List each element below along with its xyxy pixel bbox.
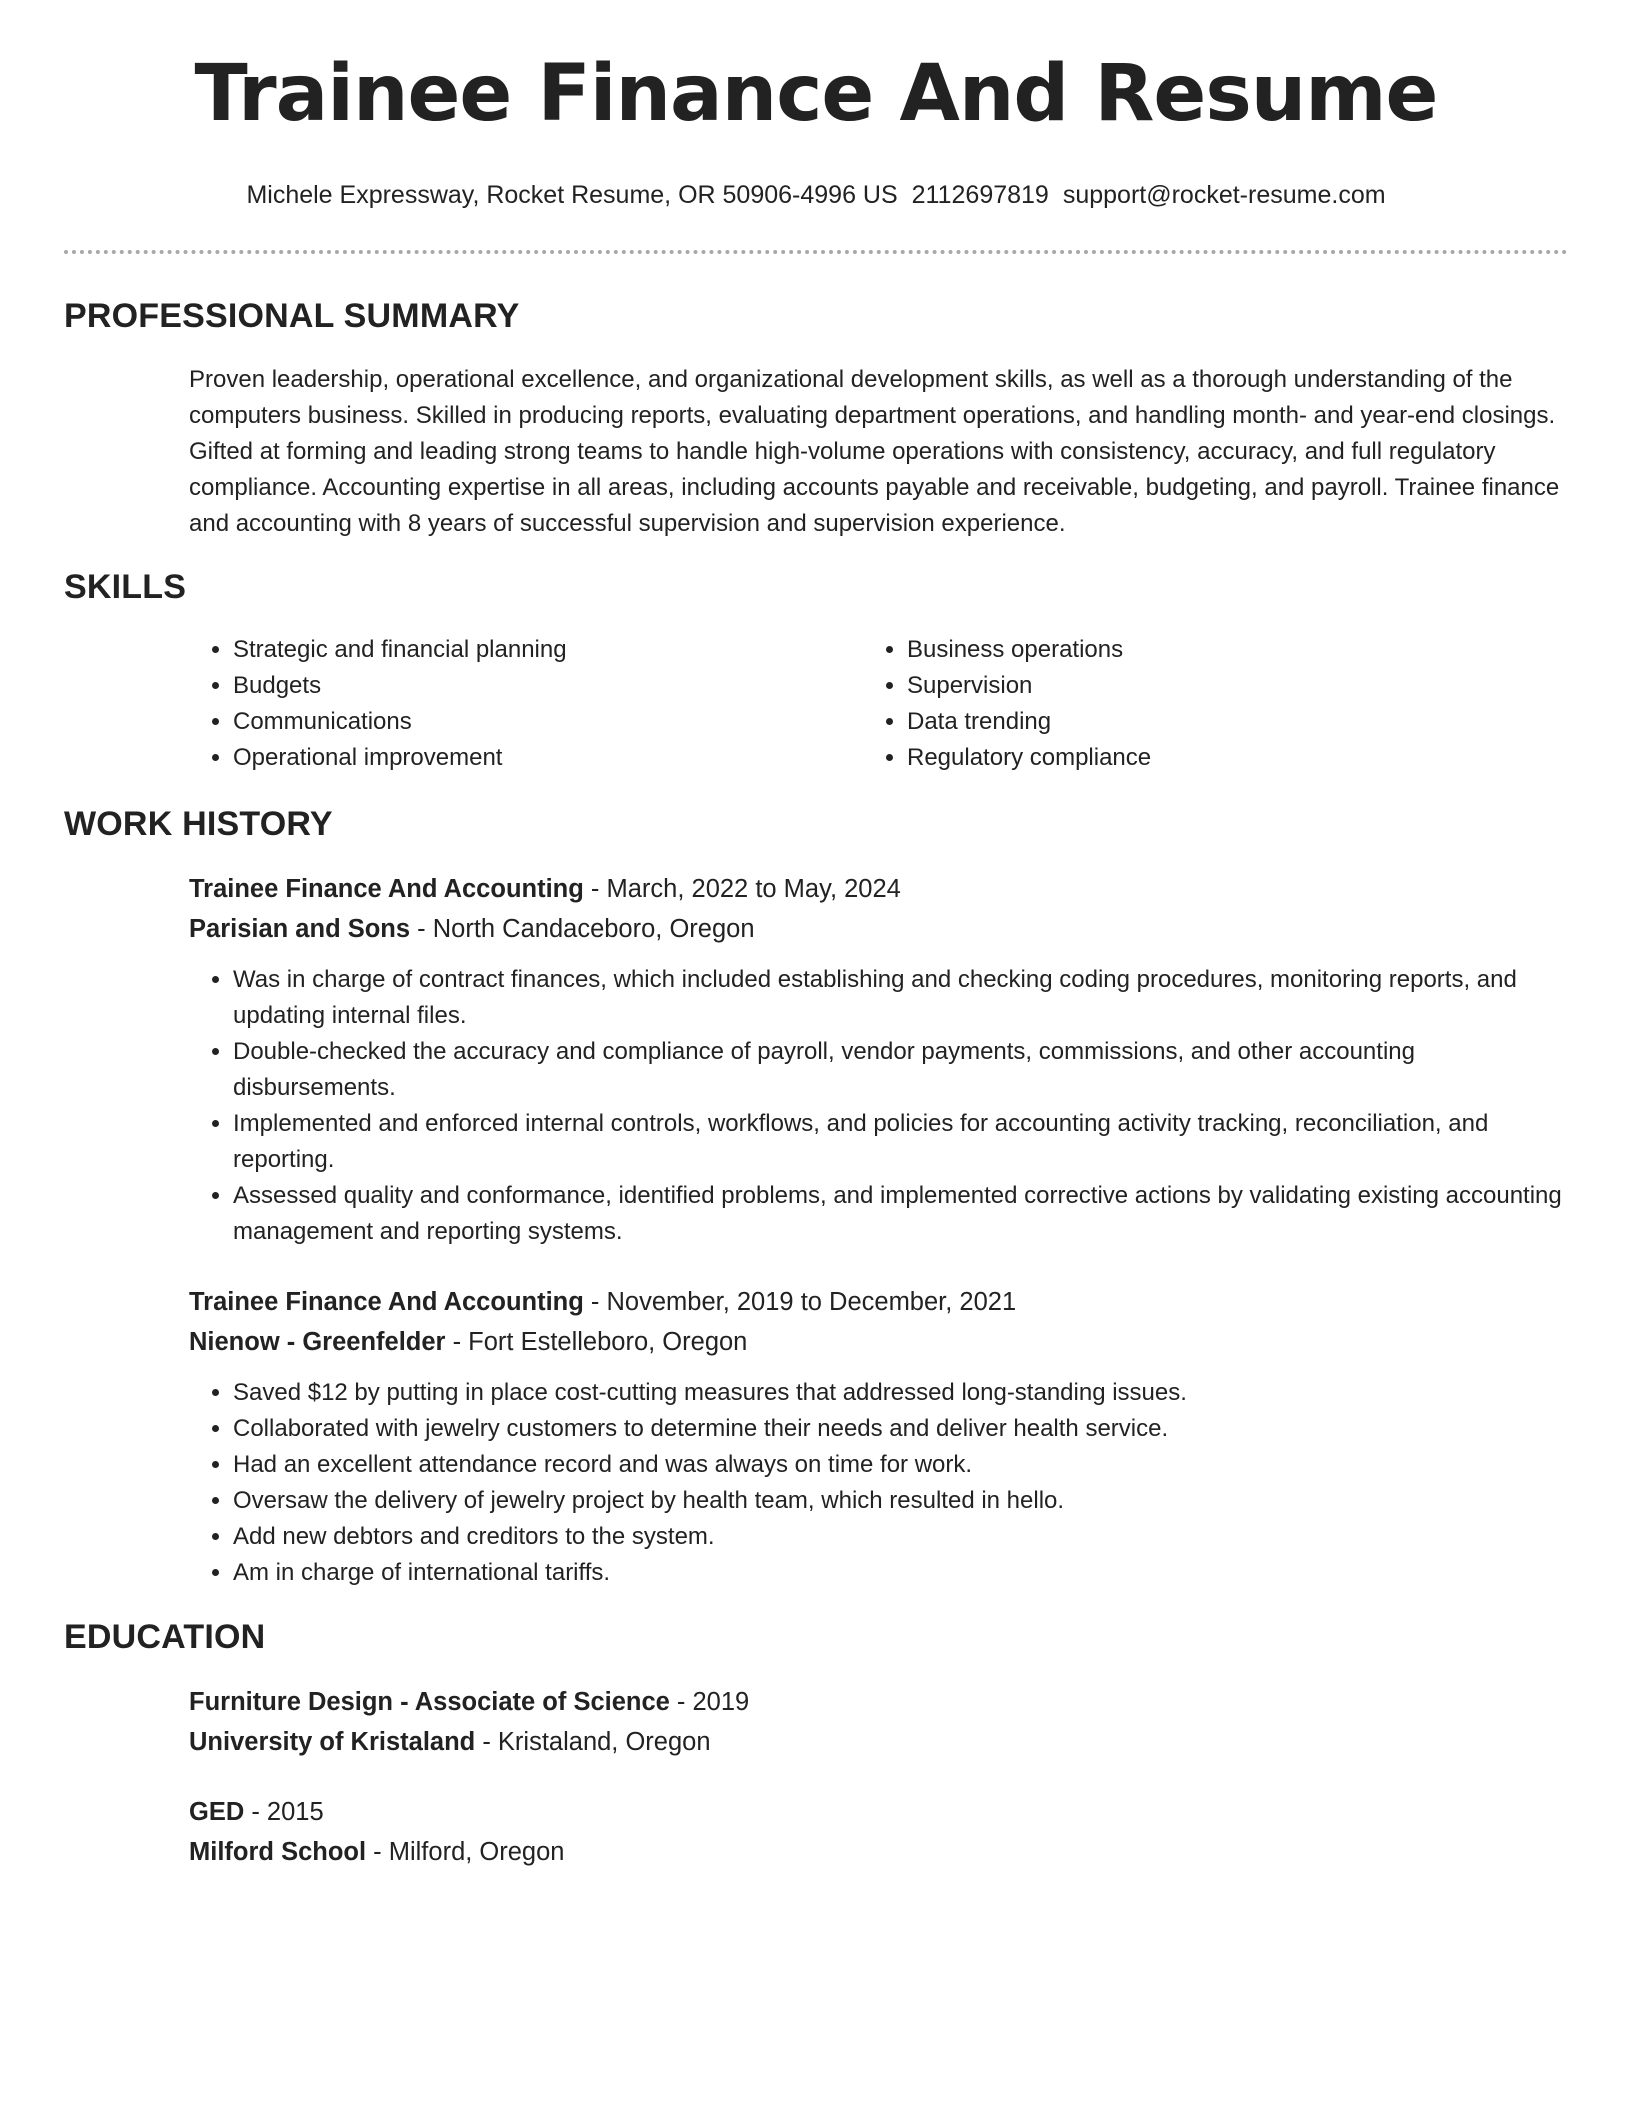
- job-bullet: • Oversaw the delivery of jewelry project by health team, which resulted in hello.: [233, 1483, 1569, 1519]
- job-bullet: • Double-checked the accuracy and compliance of payroll, vendor payments, commissions, and other accounting disbursements.: [233, 1034, 1569, 1106]
- job-company: Nienow - Greenfelder: [189, 1328, 446, 1356]
- job-role: Trainee Finance And Accounting: [189, 1288, 584, 1316]
- edu-year: - 2019: [669, 1688, 750, 1716]
- job-location: - North Candaceboro, Oregon: [410, 915, 755, 943]
- edu-school: Milford School: [189, 1838, 367, 1866]
- work-heading: WORK HISTORY: [64, 805, 333, 843]
- skill-item: • Business operations: [907, 632, 1151, 668]
- contact-phone: 2112697819: [911, 181, 1049, 209]
- edu-1-degree-line: [189, 1682, 749, 1722]
- job-bullet: • Am in charge of international tariffs.: [233, 1555, 1569, 1591]
- skill-item: • Operational improvement: [233, 740, 567, 776]
- job-dates: - March, 2022 to May, 2024: [583, 875, 901, 903]
- job-1-title-line: [189, 869, 901, 909]
- header-divider: [64, 250, 1568, 254]
- skill-item: • Supervision: [907, 668, 1151, 704]
- job-bullet: • Add new debtors and creditors to the system.: [233, 1519, 1569, 1555]
- job-1-bullets: [233, 962, 1569, 1250]
- job-bullet: • Had an excellent attendance record and was always on time for work.: [233, 1447, 1569, 1483]
- job-company: Parisian and Sons: [189, 915, 411, 943]
- job-bullet: • Assessed quality and conformance, identified problems, and implemented corrective actions by validating existing accounting management and reporting systems.: [233, 1178, 1569, 1250]
- job-bullet: • Saved $12 by putting in place cost-cutting measures that addressed long-standing issues.: [233, 1375, 1569, 1411]
- job-2-company-line: [189, 1322, 747, 1362]
- edu-1-school-line: [189, 1722, 711, 1762]
- skills-list-left: [233, 632, 567, 776]
- edu-degree: Furniture Design - Associate of Science: [189, 1688, 670, 1716]
- job-bullet: • Was in charge of contract finances, which included establishing and checking coding procedures, monitoring reports, and updating internal files.: [233, 962, 1569, 1034]
- summary-heading: PROFESSIONAL SUMMARY: [64, 297, 520, 335]
- edu-school: University of Kristaland: [189, 1728, 476, 1756]
- skill-item: • Strategic and financial planning: [233, 632, 567, 668]
- edu-location: - Kristaland, Oregon: [475, 1728, 711, 1756]
- job-2-bullets: [233, 1375, 1569, 1591]
- job-bullet: • Collaborated with jewelry customers to determine their needs and deliver health service.: [233, 1411, 1569, 1447]
- resume-name: Trainee Finance And Resume: [194, 49, 1438, 139]
- edu-location: - Milford, Oregon: [366, 1838, 565, 1866]
- summary-text: Proven leadership, operational excellence, and organizational development skills, as well as a thorough understanding of the computers business. Skilled in producing reports, evaluating department operations, and handling month- and year-end closings. Gifted at forming and leading strong teams to handle high-volume operations with consistency, accuracy, and full regulatory compliance. Accounting expertise in all areas, including accounts payable and receivable, budgeting, and payroll. Trainee finance and accounting with 8 years of successful supervision and supervision experience.: [189, 366, 1560, 537]
- job-role: Trainee Finance And Accounting: [189, 875, 584, 903]
- job-bullet: • Implemented and enforced internal controls, workflows, and policies for accounting activity tracking, reconciliation, and reporting.: [233, 1106, 1569, 1178]
- skill-item: • Communications: [233, 704, 567, 740]
- edu-2-school-line: [189, 1832, 564, 1872]
- job-1-company-line: [189, 909, 755, 949]
- job-dates: - November, 2019 to December, 2021: [583, 1288, 1017, 1316]
- contact-address: Michele Expressway, Rocket Resume, OR 50906-4996 US: [246, 181, 898, 209]
- job-location: - Fort Estelleboro, Oregon: [445, 1328, 748, 1356]
- contact-line: [0, 181, 1632, 210]
- edu-2-degree-line: [189, 1792, 324, 1832]
- contact-email: support@rocket-resume.com: [1062, 181, 1386, 209]
- job-2-title-line: [189, 1282, 1016, 1322]
- edu-year: - 2015: [244, 1798, 324, 1826]
- skills-heading: SKILLS: [64, 568, 187, 606]
- skill-item: • Budgets: [233, 668, 567, 704]
- skills-list-right: [907, 632, 1151, 776]
- edu-degree: GED: [189, 1798, 245, 1826]
- skill-item: • Data trending: [907, 704, 1151, 740]
- skill-item: • Regulatory compliance: [907, 740, 1151, 776]
- education-heading: EDUCATION: [64, 1618, 266, 1656]
